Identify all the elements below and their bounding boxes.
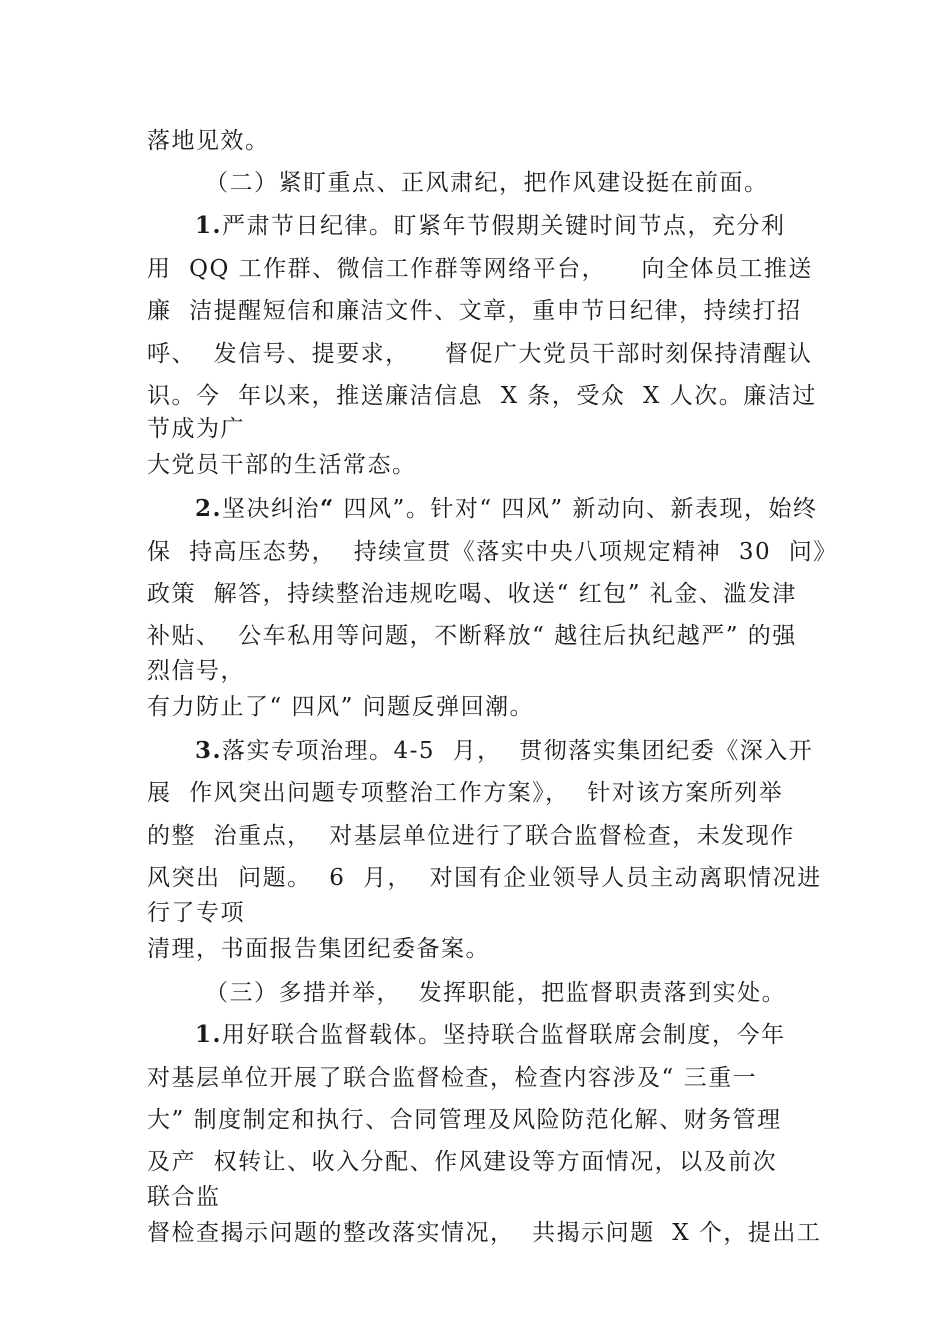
item-text: 四风”。针对“ 四风” 新动向、新表现，始终 (334, 496, 818, 522)
text-line: 呼、 发信号、提要求， 督促广大党员干部时刻保持清醒认 (147, 341, 813, 367)
text-line: 联合监 (147, 1184, 221, 1210)
open-quote: “ (320, 495, 335, 522)
item-number: 3. (195, 737, 223, 764)
text-line: 政策 解答，持续整治违规吃喝、收送“ 红包” 礼金、滥发津 (147, 581, 797, 607)
item-text: 严肃节日纪律。盯紧年节假期关键时间节点，充分利 (222, 213, 786, 239)
text-line: 对基层单位开展了联合监督检查，检查内容涉及“ 三重一 (147, 1065, 758, 1091)
text-line: 补贴、 公车私用等问题，不断释放“ 越往后执纪越严” 的强 (147, 623, 797, 649)
text-line: 大” 制度制定和执行、合同管理及风险防范化解、财务管理 (147, 1107, 782, 1133)
item-3-first-line (195, 736, 813, 766)
item-1-first-line (195, 1020, 786, 1050)
item-text: 用好联合监督载体。坚持联合监督联席会制度，今年 (222, 1022, 786, 1048)
text-line: 烈信号， (147, 658, 245, 684)
item-text: 坚决纠治 (222, 496, 321, 522)
text-line: 节成为广 (147, 416, 245, 442)
text-line: 廉 洁提醒短信和廉洁文件、文章，重申节日纪律，持续打招 (147, 298, 802, 324)
text-line: 保 持高压态势， 持续宣贯《落实中央八项规定精神 30 问》 (147, 539, 838, 565)
text-line: 督检查揭示问题的整改落实情况， 共揭示问题 X 个，提出工 (147, 1220, 822, 1246)
text-line: 及产 权转让、收入分配、作风建设等方面情况，以及前次 (147, 1149, 778, 1175)
text-line: 识。今 年以来，推送廉洁信息 X 条，受众 X 人次。廉洁过 (147, 383, 817, 409)
text-line: 的整 治重点， 对基层单位进行了联合监督检查，未发现作 (147, 823, 795, 849)
text-line: 风突出 问题。 6 月， 对国有企业领导人员主动离职情况进 (147, 865, 822, 891)
section-heading-3: （三）多措并举， 发挥职能，把监督职责落到实处。 (205, 980, 787, 1006)
text-line: 落地见效。 (147, 128, 270, 154)
text-line: 有力防止了“ 四风” 问题反弹回潮。 (147, 694, 535, 720)
item-2-first-line (195, 494, 817, 524)
item-number: 2. (195, 495, 223, 522)
text-line: 清理，书面报告集团纪委备案。 (147, 936, 490, 962)
item-text: 落实专项治理。4-5 月， 贯彻落实集团纪委《深入开 (222, 738, 814, 764)
text-line: 展 作风突出问题专项整治工作方案》， 针对该方案所列举 (147, 780, 784, 806)
text-line: 用 QQ 工作群、微信工作群等网络平台， 向全体员工推送 (147, 256, 813, 282)
text-line: 大党员干部的生活常态。 (147, 452, 417, 478)
text-line: 行了专项 (147, 900, 245, 926)
item-1-first-line (195, 211, 786, 241)
section-heading-2: （二）紧盯重点、正风肃纪，把作风建设挺在前面。 (205, 170, 769, 196)
item-number: 1. (195, 212, 223, 239)
item-number: 1. (195, 1021, 223, 1048)
